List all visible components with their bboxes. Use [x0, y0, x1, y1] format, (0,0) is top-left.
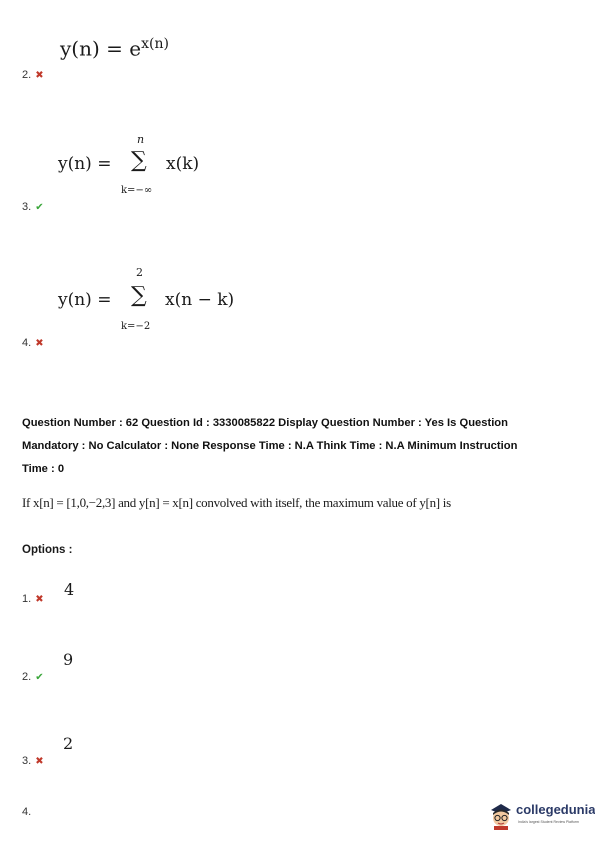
wrong-mark-icon: ✖ [35, 756, 44, 767]
option-3-value: 2 [63, 734, 74, 753]
formula-lhs: y(n) = [58, 154, 112, 174]
formula-exponent: x(n) [141, 36, 169, 52]
wrong-mark-icon: ✖ [35, 594, 44, 605]
wrong-mark-icon: ✖ [35, 338, 44, 349]
correct-mark-icon: ✔ [35, 202, 44, 213]
summation-icon: ∑ [131, 283, 147, 308]
option-number: 4. [22, 806, 32, 818]
correct-mark-icon: ✔ [35, 672, 44, 683]
sum-lower-limit: k=−∞ [121, 185, 153, 196]
option-2-value: 9 [63, 650, 74, 669]
sum-term: x(n − k) [165, 290, 235, 310]
formula-lhs: y(n) = [60, 36, 123, 61]
option-4[interactable] [22, 806, 35, 818]
question-text: If x[n] = [1,0,−2,3] and y[n] = x[n] convolved with itself, the maximum value of y[n] is [22, 495, 451, 510]
options-heading: Options : [22, 544, 73, 556]
sum-term: x(k) [166, 154, 200, 174]
option-1-value: 4 [64, 580, 75, 599]
sum-upper-limit: n [137, 133, 145, 146]
sum-lower-limit: k=−2 [121, 321, 151, 332]
question-metadata [22, 412, 587, 481]
logo-tagline: India's largest Student Review Platform [518, 820, 579, 824]
option-number: 2. [22, 671, 32, 683]
option-1[interactable] [22, 593, 44, 605]
collegedunia-logo [488, 798, 595, 834]
prev-option-3[interactable] [22, 201, 44, 213]
metadata-line: Time : 0 [22, 463, 65, 475]
sum-upper-limit: 2 [136, 266, 143, 279]
metadata-line: Question Number : 62 Question Id : 3330085822 Display Question Number : Yes Is Question [22, 417, 508, 429]
wrong-mark-icon: ✖ [35, 70, 44, 81]
option-3[interactable] [22, 755, 44, 767]
option-2[interactable] [22, 671, 44, 683]
summation-icon: ∑ [131, 148, 147, 173]
logo-name: collegedunia [516, 802, 595, 817]
option-number: 2. [22, 69, 32, 81]
metadata-line: Mandatory : No Calculator : None Response Time : N.A Think Time : N.A Minimum Instruction [22, 440, 518, 452]
prev-option-4[interactable] [22, 337, 44, 349]
student-mascot-icon [488, 800, 514, 830]
option-number: 1. [22, 593, 32, 605]
prev-option-2[interactable] [22, 69, 44, 81]
option-number: 3. [22, 201, 32, 213]
formula-base: e [129, 36, 142, 61]
option-number: 4. [22, 337, 32, 349]
formula-lhs: y(n) = [58, 290, 112, 310]
formula-exp [60, 36, 169, 61]
option-number: 3. [22, 755, 32, 767]
